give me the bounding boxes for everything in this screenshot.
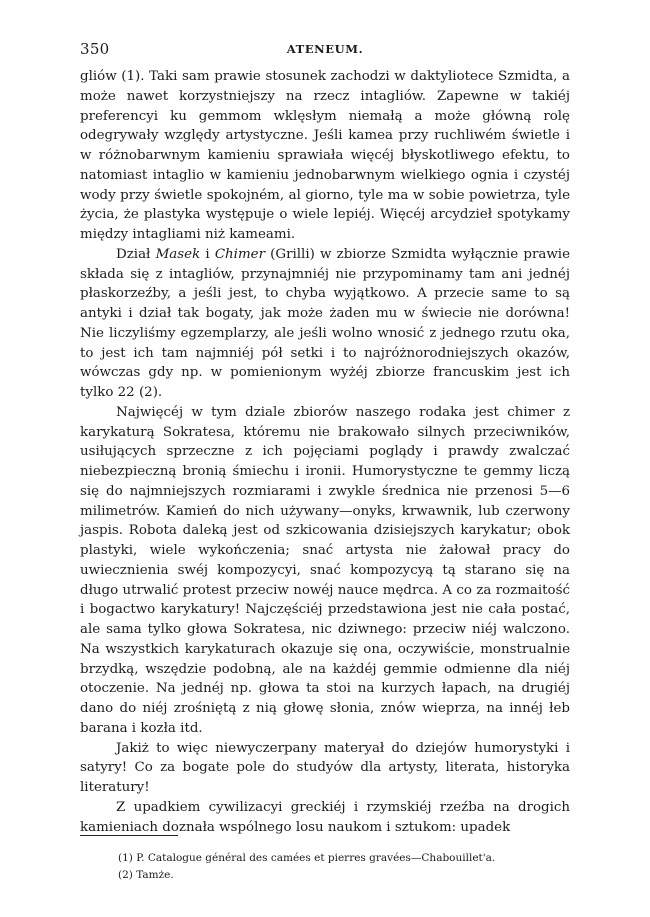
footnote: (1) P. Catalogue général des camées et pierres gravées—Chabouillet'a. [118,852,496,864]
footnote: (2) Tamże. [118,869,174,881]
italic-term: Chimer [214,246,265,262]
text-run: Dział [116,246,156,262]
body-text [80,67,570,837]
page-number: 350 [80,40,110,58]
text-run: i [200,246,215,262]
text-run: gliów (1). Taki sam prawie stosunek zachodzi w daktyliotece Szmidta, a może nawet korzystniejszy na rzecz intagliów. Zapewne w takiéj preferencyi ku gemmom wklęsłym niemałą a może główną rolę odegrywały względy artystyczne. Jeśli kamea przy ruchliwém świetle i w różnobarwnym kamieniu sprawiała więcéj błyskotliwego efektu, to natomiast intaglio w kamieniu jednobarwnym wielkiego ognia i czystéj wody przy świetle spokojném, al giorno, tyle ma w sobie powietrza, tyle życia, że plastyka występuje o wiele lepiéj. Więcéj arcydzieł spotykamy między intagliami niż kameami. [80,69,570,242]
text-run: Z upadkiem cywilizacyi greckiéj i rzymskiéj rzeźba na drogich kamieniach doznała wspólnego losu naukom i sztukom: upadek [80,799,570,835]
paragraph [80,798,570,838]
paragraph [80,67,570,245]
paragraph [80,739,570,798]
footnotes [118,850,568,884]
page-header [80,40,570,60]
running-title: ATENEUM. [286,42,364,56]
paragraph [80,403,570,739]
text-run: Jakiż to więc niewyczerpany materyał do dziejów humorystyki i satyry! Co za bogate pole do studyów dla artysty, literata, historyka literatury! [80,740,570,795]
footnote-divider [80,835,178,836]
text-run: Najwięcéj w tym dziale zbiorów naszego rodaka jest chimer z karykaturą Sokratesa, któremu nie brakowało silnych przeciwników, usiłujących sprzeczne z ich pojęciami poglądy i prawdy zwalczać niebezpieczną bronią śmiechu i ironii. Humorystyczne te gemmy liczą się do najmniejszych rozmiarami i zwykle średnica nie przenosi 5—6 milimetrów. Kamień do nich używany—onyks, krwawnik, lub czerwony jaspis. Robota daleką jest od szkicowania dzisiejszych karykatur; obok plastyki, wiele wykończenia; snać artysta nie żałował pracy do uwiecznienia swéj kompozycyi, snać kompozycyą tą starano się na długo utrwalić protest przeciw nowéj nauce mędrca. A co za rozmaitość i bogactwo karykatury! Najczęściéj przedstawiona jest nie cała postać, ale sama tylko głowa Sokratesa, nic dziwnego: przeciw niéj walczono. Na wszystkich karykaturach okazuje się ona, oczywiście, monstrualnie brzydką, wszędzie podobną, ale na każdéj gemmie odmienne dla niéj otoczenie. Na jednéj np. głowa ta stoi na kurzych łapach, na drugiéj dano do niéj zrośniętą z nią głowę słonia, znów wieprza, na innéj łeb barana i kozła itd. [80,404,570,736]
italic-term: Masek [155,246,201,262]
paragraph [80,245,570,403]
text-run: (Grilli) w zbiorze Szmidta wyłącznie prawie składa się z intagliów, przynajmniéj nie przypominamy tam ani jednéj płaskorzeźby, a jeśli jest, to chyba wyjątkowo. A przecie same to są antyki i dział tak bogaty, jak może żaden mu w świecie nie dorówna! Nie liczyliśmy egzemplarzy, ale jeśli wolno wnosić z jednego rzutu oka, to jest ich tam najmniéj pół setki i to najróżnorodniejszych okazów, wówczas gdy np. w pomienionym wyżéj zbiorze francuskim jest ich tylko 22 (2). [80,246,571,400]
